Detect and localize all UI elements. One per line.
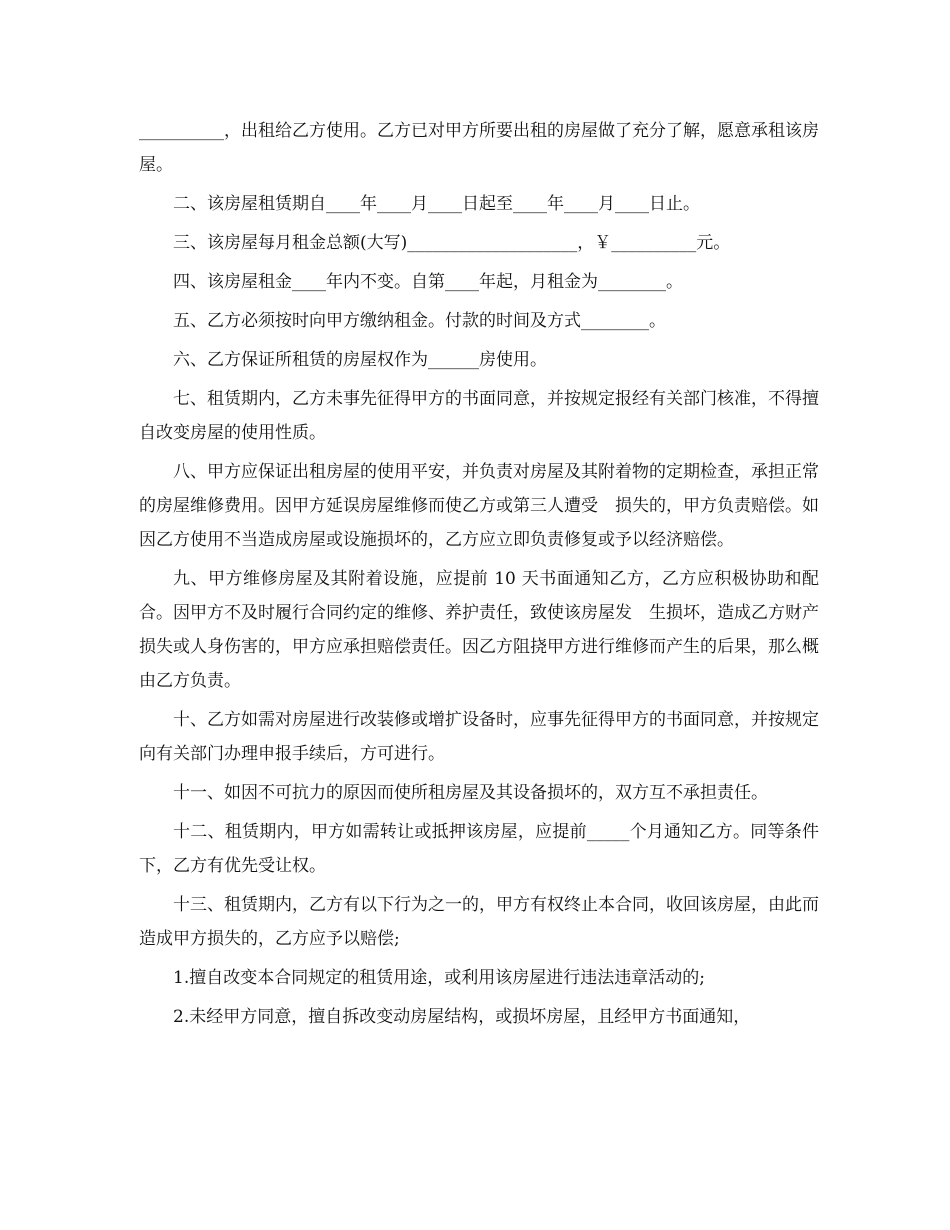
paragraph-clause-11-force-majeure: 十一、如因不可抗力的原因而使所租房屋及其设备损坏的，双方互不承担责任。 [173, 783, 768, 803]
list-item-termination-1: 1.擅自改变本合同规定的租赁用途，或利用该房屋进行违法违章活动的; [173, 968, 705, 988]
paragraph-clause-8-maintenance: 八、甲方应保证出租房屋的使用平安，并负责对房屋及其附着物的定期检查，承担正常的房屋维修费用。因甲方延误房屋维修而使乙方或第三人遭受 损失的，甲方负责赔偿。如因乙方使用不当造成房屋或设施损坏的，乙方应立即负责修复或予以经济赔偿。 [139, 462, 819, 550]
paragraph-clause-5-payment: 五、乙方必须按时向甲方缴纳租金。付款的时间及方式________。 [173, 311, 666, 331]
paragraph-clause-3-monthly-rent: 三、该房屋每月租金总额(大写)____________________，￥__________元。 [173, 233, 731, 253]
list-item-termination-2: 2.未经甲方同意，擅自拆改变动房屋结构，或损坏房屋，且经甲方书面通知， [173, 1007, 751, 1027]
paragraph-clause-6-usage: 六、乙方保证所租赁的房屋权作为______房使用。 [173, 350, 547, 370]
paragraph-clause-12-transfer: 十二、租赁期内，甲方如需转让或抵押该房屋，应提前_____个月通知乙方。同等条件下，乙方有优先受让权。 [139, 822, 819, 876]
paragraph-clause-13-termination: 十三、租赁期内，乙方有以下行为之一的，甲方有权终止本合同，收回该房屋，由此而造成甲方损失的，乙方应予以赔偿; [139, 895, 819, 949]
paragraph-clause-9-repair-notice: 九、甲方维修房屋及其附着设施，应提前 10 天书面通知乙方，乙方应积极协助和配合。因甲方不及时履行合同约定的维修、养护责任，致使该房屋发 生损坏，造成乙方财产损失或人身伤害的，甲方应承担赔偿责任。因乙方阻挠甲方进行维修而产生的后果，那么概由乙方负责。 [139, 569, 819, 691]
paragraph-clause-7-no-change-use: 七、租赁期内，乙方未事先征得甲方的书面同意，并按规定报经有关部门核准，不得擅自改变房屋的使用性质。 [139, 389, 819, 443]
document-body [139, 114, 819, 1039]
paragraph-intro-continuation: __________，出租给乙方使用。乙方已对甲方所要出租的房屋做了充分了解，愿意承租该房屋。 [139, 121, 819, 175]
paragraph-clause-10-renovation: 十、乙方如需对房屋进行改装修或增扩设备时，应事先征得甲方的书面同意，并按规定向有关部门办理申报手续后，方可进行。 [139, 710, 819, 764]
paragraph-clause-2-lease-term: 二、该房屋租赁期自____年____月____日起至____年____月____日止。 [173, 194, 700, 214]
paragraph-clause-4-rent-fixed: 四、该房屋租金____年内不变。自第____年起，月租金为________。 [173, 272, 683, 292]
